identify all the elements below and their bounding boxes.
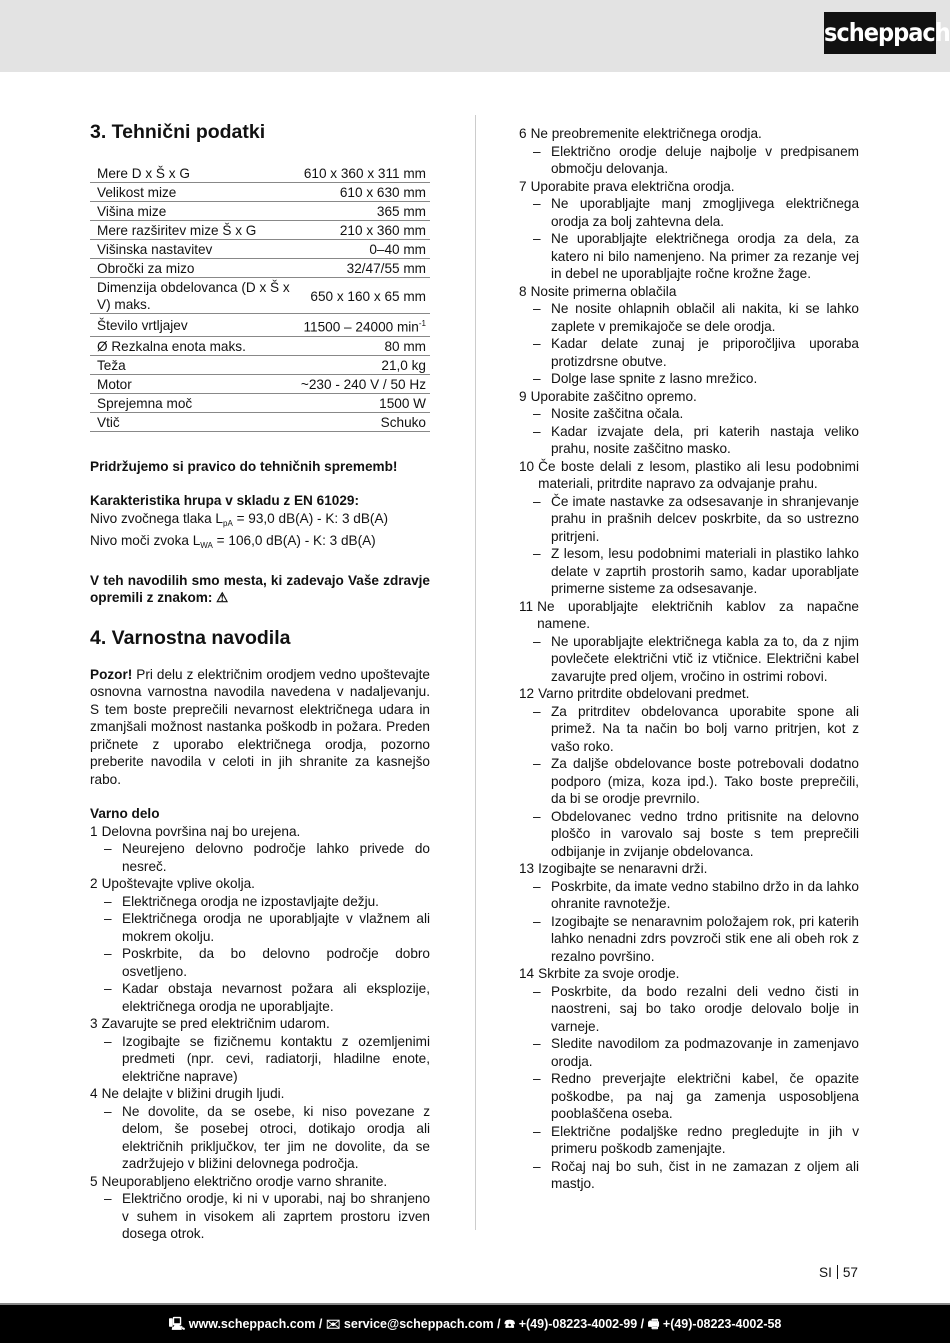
spec-value-text: 365 mm — [376, 204, 426, 219]
sub-item: – Električno orodje, ki ni v uporabi, naj bo shranjeno v suhem in visokem ali zaprtem prostoru izven dosega otrok. — [104, 1191, 430, 1242]
section-4-title: 4. Varnostna navodila — [90, 626, 291, 649]
sub-item: – Ne uporabljajte električnega kabla za to, da z njim povlečete električni vtič iz vtičnice. Električni kabel zavarujte pred oljem, vročino in ostrimi robovi. — [533, 633, 859, 684]
list-item — [519, 965, 859, 1193]
item-number: 2 — [90, 876, 98, 892]
sub-item: – Električne podaljške redno pregledujte in jih v primeru poškodb zamenjajte. — [533, 1123, 859, 1156]
item-title: Delovna površina naj bo urejena. — [101, 823, 301, 839]
list-item — [90, 1173, 430, 1243]
sub-item-text: Poskrbite, da bodo rezalni deli vedno čisti in naostreni, saj bo tako orodje delovalo bolje in varneje. — [551, 983, 859, 1034]
item-title: Ne preobremenite električnega orodja. — [530, 126, 762, 141]
spec-value — [294, 183, 430, 202]
safety-list-right — [519, 125, 859, 1193]
list-item — [90, 1085, 430, 1173]
item-number: 1 — [90, 823, 98, 839]
noise2: Nivo moči zvoka L — [90, 533, 201, 549]
sub-item: – Z lesom, lesu podobnimi materiali in plastiko lahko delate v zaprtih prostorih samo, kadar uporabljate primerne sisteme za odsesavanje. — [533, 546, 859, 596]
spec-value — [294, 355, 430, 374]
item-title: Izogibajte se nenaravni drži. — [538, 861, 708, 876]
sub-item-text: Ročaj naj bo suh, čist in ne zamazan z oljem ali mastjo. — [551, 1158, 859, 1191]
sub-item: – Ročaj naj bo suh, čist in ne zamazan z oljem ali mastjo. — [533, 1158, 859, 1191]
spec-value-text: ~230 - 240 V / 50 Hz — [300, 376, 426, 392]
spec-label: Obročki za mizo — [90, 259, 294, 278]
spec-row — [90, 314, 430, 337]
item-number: 4 — [90, 1086, 98, 1102]
spec-label: Število vrtljajev — [90, 314, 294, 337]
sub-item: – Ne dovolite, da se osebe, ki niso povezane z delom, še posebej otroci, dotikajo orodja ali električnih priključkov, ter jim ne dovolite, da se zadržujejo v bližini delovnega področja. — [104, 1103, 430, 1172]
section-3-title: 3. Tehnični podatki — [90, 121, 266, 143]
sub-item: – Ne nosite ohlapnih oblačil ali nakita, ki se lahko zaplete v premikajoče se dele orodja. — [533, 301, 859, 334]
sub-item: – Neurejeno delovno področje lahko privede do nesreč. — [104, 841, 430, 874]
list-item — [90, 875, 430, 1015]
list-item — [519, 178, 859, 283]
sub-item: – Kadar delate zunaj je priporočljiva uporaba protizdrsne obutve. — [533, 336, 859, 369]
item-number: 5 — [90, 1173, 98, 1189]
sub-item-text: Obdelovanec vedno trdno pritisnite na delovno ploščo in varovalo saj boste s tem preprečili odbijanje in zvijanje obdelovanca. — [551, 808, 859, 859]
health-note: V teh navodilih smo mesta, ki zadevajo Vaše zdravje opremili z znakom: ⚠ — [90, 572, 430, 606]
spec-row — [90, 240, 430, 259]
spec-row — [90, 183, 430, 202]
spec-row — [90, 412, 430, 431]
sub-item: – Kadar izvajate dela, pri katerih nastaja veliko prahu, nosite zaščitno masko. — [533, 423, 859, 456]
list-item — [90, 823, 430, 876]
sub-item: – Izogibajte se nenaravnim položajem rok, pri katerih lahko nenadni zdrs povzroči stik ene ali obeh rok z rezalno površino. — [533, 913, 859, 964]
noise1: Nivo zvočnega tlaka L — [90, 510, 223, 526]
spec-row — [90, 278, 430, 314]
item-title: Ne delajte v bližini drugih ljudi. — [101, 1086, 285, 1102]
spec-row — [90, 355, 430, 374]
sub-item: – Če imate nastavke za odsesavanje in shranjevanje prahu in prašnih delcev poskrbite, da so ustrezno pritrjeni. — [533, 493, 859, 544]
sub-item: – Kadar obstaja nevarnost požara ali eksplozije, električnega orodja ne uporabljajte. — [104, 981, 430, 1014]
page-num: 57 — [842, 1265, 858, 1280]
noise1-sub: pA — [223, 518, 233, 528]
noise-title: Karakteristika hrupa v skladu z EN 61029: — [90, 493, 359, 509]
sub-item-text: Ne uporabljajte manj zmogljivega električnega orodja za bolj zahtevna dela. — [551, 196, 859, 229]
sub-item: – Ne uporabljajte manj zmogljivega električnega orodja za bolj zahtevna dela. — [533, 196, 859, 229]
spec-value — [294, 202, 430, 221]
list-item — [519, 388, 859, 458]
spec-value — [294, 240, 430, 259]
item-number: 3 — [90, 1016, 98, 1032]
spec-value-text: 650 x 160 x 65 mm — [310, 288, 426, 304]
sub-item-text: Poskrbite, da imate vedno stabilno držo in da lahko ohranite ravnotežje. — [551, 878, 859, 911]
spec-label: Višinska nastavitev — [90, 240, 294, 259]
sub-item: – Nosite zaščitna očala. — [519, 405, 859, 423]
sub-item: – Sledite navodilom za podmazovanje in zamenjavo orodja. — [533, 1036, 859, 1069]
noise2-value: = 106,0 dB(A) - K: 3 dB(A) — [212, 533, 376, 549]
spec-value — [294, 336, 430, 355]
pozor-label: Pozor! — [90, 666, 133, 682]
item-title: Zavarujte se pred električnim udarom. — [101, 1016, 330, 1032]
item-number: 14 — [519, 966, 535, 981]
spec-value — [294, 412, 430, 431]
item-number: 13 — [519, 861, 535, 876]
spec-value-text: 80 mm — [384, 338, 426, 354]
sub-item: – Poskrbite, da bo delovno področje dobro osvetljeno. — [104, 946, 430, 979]
sub-item-text: Za daljše obdelovance boste potrebovali dodatno podporo (miza, koza ipd.). Tako boste preprečili, da bi se orodje prevrnilo. — [551, 756, 859, 806]
sub-item-text: Sledite navodilom za podmazovanje in zamenjavo orodja. — [551, 1036, 859, 1069]
sub-item: – Električnega orodja ne uporabljajte v vlažnem ali mokrem okolju. — [104, 911, 430, 944]
spec-label: Motor — [90, 374, 294, 393]
spec-value-text: 0–40 mm — [369, 242, 426, 257]
left-column — [90, 118, 430, 1243]
sub-item-text: Ne nosite ohlapnih oblačil ali nakita, ki se lahko zaplete v premikajoče se dele orodja. — [551, 301, 859, 334]
spec-row — [90, 202, 430, 221]
sub-item-text: Električnega orodja ne izpostavljajte dežju. — [122, 893, 379, 909]
item-number: 12 — [519, 686, 535, 701]
spec-label: Vtič — [90, 412, 294, 431]
sub-item-text: Z lesom, lesu podobnimi materiali in plastiko lahko delate v zaprtih prostorih samo, kadar uporabljate primerne sisteme za odsesavanje. — [551, 546, 859, 596]
sub-item: – Poskrbite, da bodo rezalni deli vedno čisti in naostreni, saj bo tako orodje delovalo bolje in varneje. — [533, 983, 859, 1034]
item-title: Ne uporabljajte električnih kablov za napačne namene. — [537, 598, 859, 631]
safe-work-title: Varno delo — [90, 806, 160, 822]
item-title: Če boste delali z lesom, plastiko ali lesu podobnimi materiali, pritrdite napravo za odvajanje prahu. — [538, 458, 859, 491]
spec-value-text: 610 x 630 mm — [339, 185, 426, 200]
spec-value — [294, 393, 430, 412]
item-title: Uporabite zaščitno opremo. — [530, 388, 697, 404]
sub-item-text: Ne dovolite, da se osebe, ki niso povezane z delom, še posebej otroci, dotikajo orodja ali električnih priključkov, ter jim ne dovolite, da se zadržujejo v bližini delovnega področja. — [122, 1103, 430, 1172]
scheppach-logo: scheppach — [824, 12, 936, 54]
spec-label: Teža — [90, 355, 294, 374]
spec-value-text: 11500 – 24000 min — [303, 319, 419, 335]
footer-contacts: 🖳 www.scheppach.com / ✉ service@scheppach.com / ☎ +(49)-08223-4002-99 / 🖷 +(49)-08223-4002-58 — [0, 1305, 950, 1343]
item-title: Nosite primerna oblačila — [530, 283, 677, 299]
sub-item-text: Dolge lase spnite z lasno mrežico. — [551, 371, 758, 386]
intro-text: Pri delu z električnim orodjem vedno upoštevajte osnovna varnostna navodila navedena v nadaljevanju. S tem boste preprečili nevarnost električnega udara in zmanjšali možnost nastanka poškodb in požara. Preden pričnete z uporabo električnega orodja, pozorno preberite navodila v celoti in jih shranite za kasnejšo rabo. — [90, 666, 430, 787]
spec-value — [294, 259, 430, 278]
list-item — [519, 860, 859, 965]
item-number: 8 — [519, 283, 527, 299]
spec-row — [90, 336, 430, 355]
noise2-sub: WA — [200, 541, 213, 551]
noise1-value: = 93,0 dB(A) - K: 3 dB(A) — [232, 510, 389, 526]
spec-value-text: 32/47/55 mm — [346, 261, 426, 276]
item-number: 9 — [519, 388, 527, 404]
sub-item-text: Poskrbite, da bo delovno področje dobro osvetljeno. — [122, 946, 430, 979]
spec-label: Višina mize — [90, 202, 294, 221]
page-lang: SI — [819, 1265, 832, 1280]
sub-item-text: Ne uporabljajte električnega kabla za to, da z njim povlečete električni vtič iz vtičnice. Električni kabel zavarujte pred oljem, vročino in ostrimi robovi. — [551, 633, 859, 684]
spec-value — [294, 374, 430, 393]
sub-item-text: Električno orodje deluje najbolje v predpisanem območju delovanja. — [551, 143, 859, 176]
spec-value-text: 1500 W — [379, 395, 426, 411]
item-number: 7 — [519, 178, 527, 194]
spec-row — [90, 221, 430, 240]
sub-item-text: Električno orodje, ki ni v uporabi, naj bo shranjeno v suhem in visokem ali zaprtem prostoru izven dosega otrok. — [122, 1191, 430, 1242]
sub-item: – Električno orodje deluje najbolje v predpisanem območju delovanja. — [533, 143, 859, 176]
sub-item-text: Električnega orodja ne uporabljajte v vlažnem ali mokrem okolju. — [122, 911, 430, 944]
header-bar — [0, 0, 950, 72]
spec-label: Mere razširitev mize Š x G — [90, 221, 294, 240]
spec-label: Dimenzija obdelovanca (D x Š x V) maks. — [90, 278, 294, 314]
spec-value-text: 21,0 kg — [381, 357, 426, 373]
rpm-sup: -1 — [418, 319, 426, 328]
list-item — [519, 283, 859, 388]
spec-value-text: 210 x 360 mm — [339, 223, 426, 238]
list-item — [519, 125, 859, 178]
safety-list-left — [90, 823, 430, 1243]
spec-value — [294, 314, 430, 337]
sub-item: – Izogibajte se fizičnemu kontaktu z ozemljenimi predmeti (npr. cevi, radiatorji, hladilne enote, električne naprave) — [104, 1033, 430, 1084]
spec-label: Sprejemna moč — [90, 393, 294, 412]
sub-item: – Za daljše obdelovance boste potrebovali dodatno podporo (miza, koza ipd.). Tako boste preprečili, da bi se orodje prevrnilo. — [533, 756, 859, 806]
sub-item: – Dolge lase spnite z lasno mrežico. — [519, 370, 859, 388]
spec-value — [294, 164, 430, 183]
spec-value — [294, 221, 430, 240]
spec-label: Mere D x Š x G — [90, 164, 294, 183]
sub-item: – Poskrbite, da imate vedno stabilno držo in da lahko ohranite ravnotežje. — [533, 878, 859, 911]
sub-item: – Redno preverjajte električni kabel, če opazite poškodbe, pa naj ga zamenja usposobljena pooblaščena oseba. — [533, 1071, 859, 1121]
right-column — [519, 125, 859, 1193]
sub-item-text: Neurejeno delovno področje lahko privede do nesreč. — [122, 841, 430, 874]
item-number: 6 — [519, 126, 527, 141]
spec-row — [90, 374, 430, 393]
item-title: Uporabite prava električna orodja. — [530, 178, 735, 194]
sub-item: – Ne uporabljajte električnega orodja za dela, za katero ni bilo namenjeno. Na primer za rezanje vej in debel ne uporabljajte ročne krožne žage. — [533, 231, 859, 281]
sub-item: – Za pritrditev obdelovanca uporabite spone ali primež. Na ta način bo bolj varno pritrjen, kot z vašo roko. — [533, 703, 859, 754]
spec-row — [90, 259, 430, 278]
item-title: Neuporabljeno električno orodje varno shranite. — [101, 1173, 388, 1189]
spec-row — [90, 164, 430, 183]
intro-paragraph — [90, 666, 430, 789]
spec-value-text: Schuko — [380, 414, 426, 430]
sub-item-text: Za pritrditev obdelovanca uporabite spone ali primež. Na ta način bo bolj varno pritrjen, kot z vašo roko. — [551, 703, 859, 754]
column-divider — [475, 115, 476, 1230]
sub-item-text: Kadar izvajate dela, pri katerih nastaja veliko prahu, nosite zaščitno masko. — [551, 423, 859, 456]
sub-item-text: Ne uporabljajte električnega orodja za dela, za katero ni bilo namenjeno. Na primer za rezanje vej in debel ne uporabljajte ročne krožne žage. — [551, 231, 859, 281]
specs-table — [90, 164, 430, 432]
sub-item-text: Električne podaljške redno pregledujte in jih v primeru poškodb zamenjajte. — [551, 1123, 859, 1156]
sub-item-text: Izogibajte se fizičnemu kontaktu z ozemljenimi predmeti (npr. cevi, radiatorji, hladilne enote, električne naprave) — [122, 1033, 430, 1084]
list-item — [90, 1015, 430, 1085]
sub-item-text: Kadar obstaja nevarnost požara ali eksplozije, električnega orodja ne uporabljajte. — [122, 981, 430, 1014]
item-number: 10 — [519, 458, 535, 474]
reserve-note: Pridržujemo si pravico do tehničnih sprememb! — [90, 458, 398, 474]
spec-label: Ø Rezkalna enota maks. — [90, 336, 294, 355]
sub-item: – Električnega orodja ne izpostavljajte dežju. — [90, 893, 430, 911]
sub-item-text: Izogibajte se nenaravnim položajem rok, pri katerih lahko nenadni zdrs povzroči stik ene ali obeh rok z rezalno površino. — [551, 913, 859, 964]
list-item — [519, 458, 859, 598]
spec-row — [90, 393, 430, 412]
sub-item-text: Nosite zaščitna očala. — [551, 406, 684, 421]
sub-item-text: Redno preverjajte električni kabel, če opazite poškodbe, pa naj ga zamenja usposobljena pooblaščena oseba. — [551, 1071, 859, 1121]
spec-value-text: 610 x 360 x 311 mm — [303, 166, 426, 181]
spec-value — [294, 278, 430, 314]
spec-label: Velikost mize — [90, 183, 294, 202]
noise-block — [90, 492, 430, 555]
sub-item: – Obdelovanec vedno trdno pritisnite na delovno ploščo in varovalo saj boste s tem preprečili odbijanje in zvijanje obdelovanca. — [533, 808, 859, 859]
page-number — [819, 1264, 858, 1282]
sub-item-text: Kadar delate zunaj je priporočljiva uporaba protizdrsne obutve. — [551, 336, 859, 369]
item-title: Varno pritrdite obdelovani predmet. — [538, 686, 750, 701]
sub-item-text: Če imate nastavke za odsesavanje in shranjevanje prahu in prašnih delcev poskrbite, da so ustrezno pritrjeni. — [551, 493, 859, 544]
item-title: Upoštevajte vplive okolja. — [101, 876, 255, 892]
item-title: Skrbite za svoje orodje. — [538, 966, 680, 981]
list-item — [519, 685, 859, 860]
list-item — [519, 598, 859, 686]
item-number: 11 — [519, 598, 534, 614]
